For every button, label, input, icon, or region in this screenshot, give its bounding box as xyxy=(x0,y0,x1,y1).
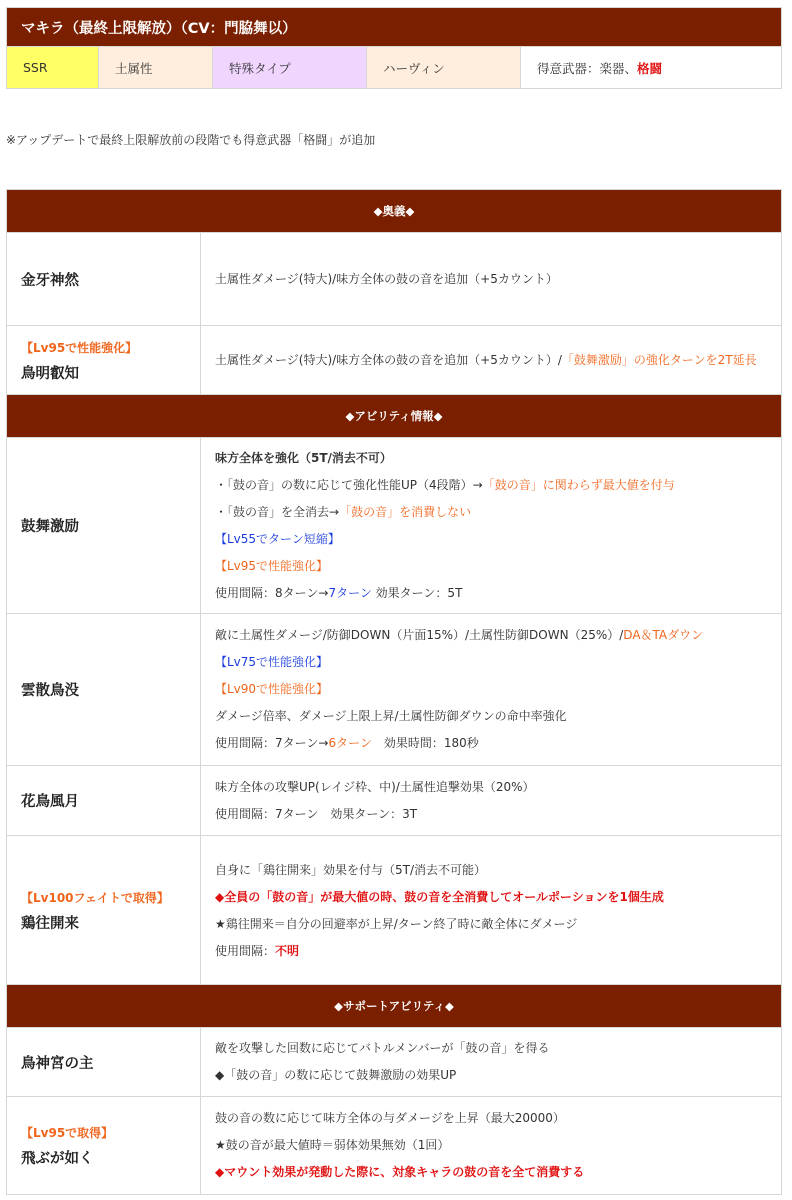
ability-row-3 xyxy=(7,765,781,835)
ability-section xyxy=(6,394,782,986)
ability-row-2 xyxy=(7,613,781,765)
support-section xyxy=(6,984,782,1195)
update-note: ※アップデートで最終上限解放前の段階でも得意武器「格闘」が追加 xyxy=(6,133,376,147)
type-cell: 特殊タイプ xyxy=(213,47,367,88)
ability-1-cooldown: 使用間隔：8ターン→7ターン 効果ターン：5T xyxy=(215,585,463,600)
ability-3-cooldown: 使用間隔：7ターン 効果ターン：3T xyxy=(215,806,418,821)
ability-2-lv90-tag: 【Lv90で性能強化】 xyxy=(215,682,329,696)
support-2-line-1: 鼓の音の数に応じて味方全体の与ダメージを上昇（最大20000） xyxy=(215,1111,565,1125)
ability-1-name: 鼓舞激励 xyxy=(21,519,79,535)
ability-1-lv55-tag: 【Lv55でターン短縮】 xyxy=(215,531,340,546)
ougi-desc-upgraded: 土属性ダメージ(特大)/味方全体の鼓の音を追加（+5カウント）/「鼓舞激励」の強化ターンを2T延長 xyxy=(215,353,757,367)
support-1-line-1: 敵を攻撃した回数に応じてバトルメンバーが「鼓の音」を得る xyxy=(215,1041,550,1055)
ability-4-name: 鶏往開来 xyxy=(21,915,79,932)
ability-4-line-1: 自身に「鶏往開来」効果を付与（5T/消去不可能） xyxy=(215,862,487,877)
ability-3-line-1: 味方全体の攻撃UP(レイジ枠、中)/土属性追撃効果（20%） xyxy=(215,779,535,794)
support-2-tag: 【Lv95で取得】 xyxy=(21,1125,114,1140)
support-1-name: 鳥神宮の主 xyxy=(21,1055,94,1072)
ability-4-fate-tag: 【Lv100フェイトで取得】 xyxy=(21,890,169,905)
support-row-2 xyxy=(7,1096,781,1194)
rarity-cell: SSR xyxy=(7,47,99,88)
ability-2-name: 雲散鳥没 xyxy=(21,683,79,699)
ability-heading: ◆アビリティ情報◆ xyxy=(7,395,781,437)
ability-row-4 xyxy=(7,835,781,985)
element-cell: 土属性 xyxy=(99,47,213,88)
ability-1-line-3: ・「鼓の音」を全消去→「鼓の音」を消費しない xyxy=(215,504,472,519)
support-2-line-3: ◆マウント効果が発動した際に、対象キャラの鼓の音を全て消費する xyxy=(215,1165,585,1179)
ougi-upgrade-tag: 【Lv95で性能強化】 xyxy=(21,340,138,355)
support-2-line-2: ★鼓の音が最大値時＝弱体効果無効（1回） xyxy=(215,1138,450,1152)
ougi-name-upgraded: 鳥明叡知 xyxy=(21,365,79,382)
support-heading: ◆サポートアビリティ◆ xyxy=(7,985,781,1027)
ability-4-cooldown: 使用間隔：不明 xyxy=(215,943,300,958)
character-header xyxy=(6,7,782,89)
ougi-row-upgraded xyxy=(7,325,781,395)
race-cell: ハーヴィン xyxy=(367,47,521,88)
ability-4-line-2: ◆全員の「鼓の音」が最大値の時、鼓の音を全消費してオールポーションを1個生成 xyxy=(215,889,664,904)
ability-row-1 xyxy=(7,437,781,613)
weapon-label: 得意武器：楽器、 xyxy=(537,60,638,76)
support-1-line-2: ◆「鼓の音」の数に応じて鼓舞激励の効果UP xyxy=(215,1068,457,1082)
character-title: マキラ（最終上限解放）（CV：門脇舞以） xyxy=(7,8,781,46)
ability-1-lv95-tag: 【Lv95で性能強化】 xyxy=(215,558,329,573)
support-row-1 xyxy=(7,1027,781,1096)
ability-2-lv75-tag: 【Lv75で性能強化】 xyxy=(215,655,329,669)
character-info-row xyxy=(7,46,781,88)
ability-2-line-1: 敵に土属性ダメージ/防御DOWN（片面15%）/土属性防御DOWN（25%）/DA＆TAダウン xyxy=(215,628,704,642)
ability-1-line-1: 味方全体を強化（5T/消去不可） xyxy=(215,450,392,465)
weapon-cell xyxy=(521,47,781,88)
ability-1-line-2: ・「鼓の音」の数に応じて強化性能UP（4段階）→「鼓の音」に関わらず最大値を付与 xyxy=(215,477,675,492)
ability-4-line-3: ★鶏往開来＝自分の回避率が上昇/ターン終了時に敵全体にダメージ xyxy=(215,916,578,931)
ougi-desc: 土属性ダメージ(特大)/味方全体の鼓の音を追加（+5カウント） xyxy=(215,271,558,286)
ability-2-cooldown: 使用間隔：7ターン→6ターン 効果時間：180秒 xyxy=(215,736,479,750)
ougi-name: 金牙神然 xyxy=(21,272,79,289)
ougi-row xyxy=(7,232,781,325)
support-2-name: 飛ぶが如く xyxy=(21,1150,94,1167)
weapon-highlight: 格闘 xyxy=(637,60,663,76)
ability-3-name: 花鳥風月 xyxy=(21,794,79,810)
ougi-heading: ◆奥義◆ xyxy=(7,190,781,232)
ability-2-line-4: ダメージ倍率、ダメージ上限上昇/土属性防御ダウンの命中率強化 xyxy=(215,709,567,723)
ougi-section xyxy=(6,189,782,396)
